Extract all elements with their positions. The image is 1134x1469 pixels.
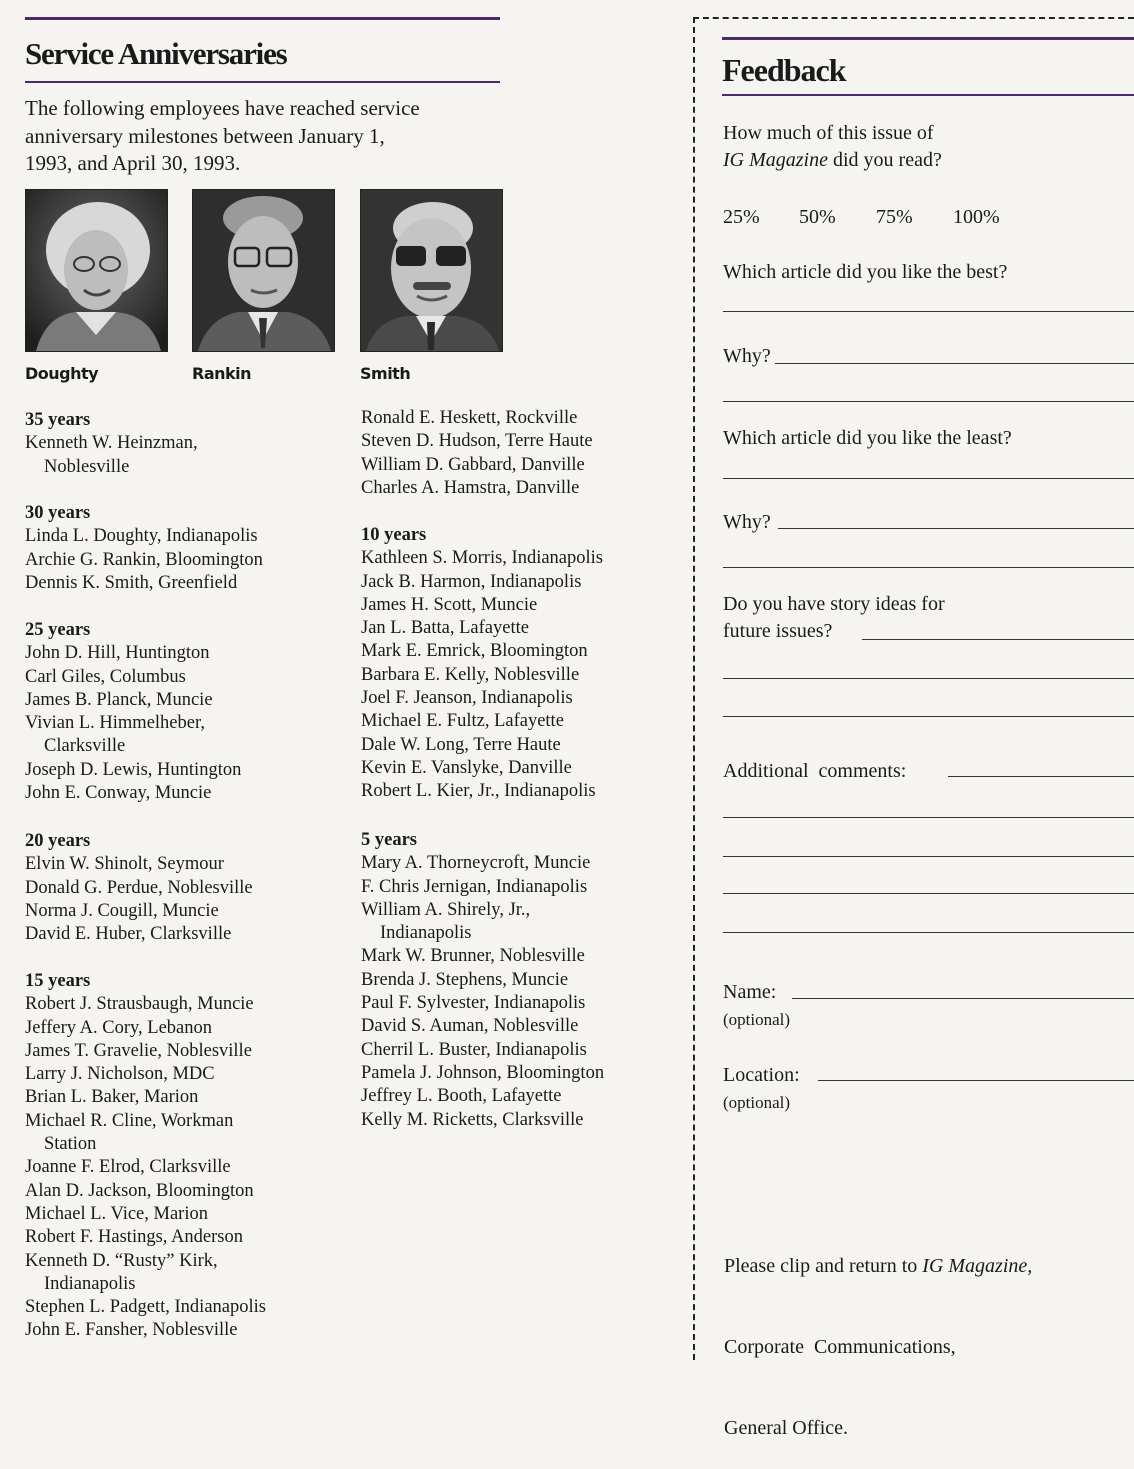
group-heading: 30 years bbox=[25, 503, 91, 523]
question-line-rest: did you read? bbox=[827, 149, 942, 171]
additional-comments-label: Additional comments: bbox=[723, 760, 907, 782]
intro-line: The following employees have reached service bbox=[25, 96, 420, 120]
return-line: General Office. bbox=[724, 1417, 849, 1439]
name-entry: Donald G. Perdue, Noblesville bbox=[25, 877, 253, 898]
name-entry: Kelly M. Ricketts, Clarksville bbox=[361, 1109, 584, 1130]
name-entry-continued: Station bbox=[44, 1134, 97, 1155]
name-entry: Larry J. Nicholson, MDC bbox=[25, 1064, 215, 1085]
name-entry: Stephen L. Padgett, Indianapolis bbox=[25, 1297, 266, 1318]
name-entry: Steven D. Hudson, Terre Haute bbox=[361, 431, 593, 452]
name-entry: Brian L. Baker, Marion bbox=[25, 1087, 199, 1108]
clip-border-left bbox=[693, 17, 695, 1360]
name-input-line[interactable] bbox=[792, 998, 1134, 999]
name-entry: James T. Gravelie, Noblesville bbox=[25, 1040, 252, 1061]
location-input-line[interactable] bbox=[818, 1080, 1134, 1081]
group-20-years bbox=[25, 830, 253, 946]
name-entry: Alan D. Jackson, Bloomington bbox=[25, 1180, 254, 1201]
name-entry: Carl Giles, Columbus bbox=[25, 666, 186, 687]
feedback-top-rule bbox=[722, 37, 1134, 40]
name-entry: F. Chris Jernigan, Indianapolis bbox=[361, 876, 588, 897]
name-entry: Kathleen S. Morris, Indianapolis bbox=[361, 548, 603, 569]
group-heading: 35 years bbox=[25, 410, 91, 430]
name-entry-continued: Indianapolis bbox=[380, 923, 472, 944]
name-entry: Mark W. Brunner, Noblesville bbox=[361, 946, 585, 967]
name-entry: Jack B. Harmon, Indianapolis bbox=[361, 571, 582, 592]
name-entry: Jeffery A. Cory, Lebanon bbox=[25, 1017, 213, 1038]
answer-line-ideas-1[interactable] bbox=[862, 639, 1134, 640]
name-entry-continued: Indianapolis bbox=[44, 1273, 136, 1294]
intro-paragraph bbox=[25, 95, 505, 178]
name-entry: Michael L. Vice, Marion bbox=[25, 1203, 208, 1224]
name-entry: Joanne F. Elrod, Clarksville bbox=[25, 1157, 231, 1178]
name-entry: Robert L. Kier, Jr., Indianapolis bbox=[361, 781, 596, 802]
answer-line-ideas-2[interactable] bbox=[723, 678, 1134, 679]
return-line: Corporate Communications, bbox=[724, 1336, 956, 1358]
name-entry: James B. Planck, Muncie bbox=[25, 689, 213, 710]
option-25-percent[interactable]: 25% bbox=[723, 206, 760, 228]
answer-line-comments-3[interactable] bbox=[723, 856, 1134, 857]
photo-caption-doughty: Doughty bbox=[25, 364, 99, 383]
magazine-name: IG Magazine bbox=[723, 149, 828, 171]
name-entry: Kenneth D. “Rusty” Kirk, bbox=[25, 1250, 218, 1271]
portrait-woman-image bbox=[26, 190, 167, 351]
return-instructions bbox=[724, 1199, 1032, 1469]
question-story-ideas bbox=[723, 591, 945, 645]
name-entry: Linda L. Doughty, Indianapolis bbox=[25, 526, 258, 547]
clip-border-top bbox=[693, 17, 1134, 19]
name-entry: Robert J. Strausbaugh, Muncie bbox=[25, 994, 254, 1015]
name-entry: Brenda J. Stephens, Muncie bbox=[361, 969, 569, 990]
group-5-years bbox=[361, 829, 604, 1132]
question-best-article: Which article did you like the best? bbox=[723, 261, 1008, 283]
photo-caption-smith: Smith bbox=[360, 364, 411, 383]
group-25-years bbox=[25, 619, 241, 805]
group-10-years bbox=[361, 524, 603, 804]
answer-line-least[interactable] bbox=[723, 478, 1134, 479]
name-entry: Dale W. Long, Terre Haute bbox=[361, 734, 561, 755]
intro-line: 1993, and April 30, 1993. bbox=[25, 151, 241, 175]
answer-line-comments-1[interactable] bbox=[948, 776, 1134, 777]
location-optional-hint: (optional) bbox=[723, 1093, 791, 1112]
answer-line-why-1[interactable] bbox=[775, 363, 1134, 364]
answer-line-why-1b[interactable] bbox=[723, 401, 1134, 402]
title-rule bbox=[25, 81, 500, 83]
answer-line-comments-2[interactable] bbox=[723, 817, 1134, 818]
answer-line-comments-5[interactable] bbox=[723, 932, 1134, 933]
feedback-title: Feedback bbox=[722, 52, 846, 88]
name-entry-continued: Clarksville bbox=[44, 736, 126, 757]
answer-line-ideas-3[interactable] bbox=[723, 716, 1134, 717]
question-least-article: Which article did you like the least? bbox=[723, 427, 1012, 449]
name-entry: Kenneth W. Heinzman, bbox=[25, 433, 198, 454]
group-heading: 15 years bbox=[25, 971, 91, 991]
name-entry: Elvin W. Shinolt, Seymour bbox=[25, 854, 224, 875]
photo-rankin bbox=[192, 189, 335, 352]
name-entry: Norma J. Cougill, Muncie bbox=[25, 900, 219, 921]
answer-line-comments-4[interactable] bbox=[723, 893, 1134, 894]
magazine-name: IG Magazine, bbox=[922, 1255, 1033, 1277]
return-line bbox=[724, 1253, 1032, 1280]
name-entry: Michael R. Cline, Workman bbox=[25, 1110, 234, 1131]
name-entry: Mary A. Thorneycroft, Muncie bbox=[361, 853, 591, 874]
name-entry: Mark E. Emrick, Bloomington bbox=[361, 641, 588, 662]
question-how-much bbox=[723, 120, 942, 174]
portrait-man-dark-glasses-image bbox=[361, 190, 502, 351]
name-entry: John E. Conway, Muncie bbox=[25, 783, 212, 804]
group-heading: 20 years bbox=[25, 831, 91, 851]
group-heading: 25 years bbox=[25, 620, 91, 640]
photo-smith bbox=[360, 189, 503, 352]
group-30-years bbox=[25, 502, 263, 595]
section-title: Service Anniversaries bbox=[25, 36, 287, 71]
question-line: Do you have story ideas for bbox=[723, 593, 945, 615]
option-100-percent[interactable]: 100% bbox=[953, 206, 1000, 228]
name-entry: Vivian L. Himmelheber, bbox=[25, 713, 206, 734]
name-entry: Michael E. Fultz, Lafayette bbox=[361, 711, 564, 732]
question-line bbox=[723, 147, 942, 174]
name-entry: Joel F. Jeanson, Indianapolis bbox=[361, 688, 573, 709]
group-15-years-continued bbox=[361, 407, 593, 500]
answer-line-why-2b[interactable] bbox=[723, 567, 1134, 568]
name-entry: Cherril L. Buster, Indianapolis bbox=[361, 1039, 587, 1060]
group-35-years bbox=[25, 409, 198, 479]
name-entry: Paul F. Sylvester, Indianapolis bbox=[361, 993, 586, 1014]
option-75-percent[interactable]: 75% bbox=[876, 206, 913, 228]
name-entry: Barbara E. Kelly, Noblesville bbox=[361, 664, 580, 685]
percent-options bbox=[723, 204, 1000, 231]
name-entry: David S. Auman, Noblesville bbox=[361, 1016, 579, 1037]
name-entry: Kevin E. Vanslyke, Danville bbox=[361, 757, 572, 778]
name-entry: Dennis K. Smith, Greenfield bbox=[25, 572, 238, 593]
why-label-1: Why? bbox=[723, 345, 771, 367]
photo-caption-rankin: Rankin bbox=[192, 364, 252, 383]
name-entry: John D. Hill, Huntington bbox=[25, 643, 210, 664]
name-entry: Pamela J. Johnson, Bloomington bbox=[361, 1062, 605, 1083]
portrait-man-glasses-image bbox=[193, 190, 334, 351]
answer-line-why-2[interactable] bbox=[778, 528, 1134, 529]
name-entry: Jan L. Batta, Lafayette bbox=[361, 618, 529, 639]
name-optional-hint: (optional) bbox=[723, 1010, 791, 1029]
feedback-title-rule bbox=[722, 94, 1134, 96]
group-heading: 10 years bbox=[361, 525, 427, 545]
option-50-percent[interactable]: 50% bbox=[799, 206, 836, 228]
name-entry: John E. Fansher, Noblesville bbox=[25, 1320, 238, 1341]
why-label-2: Why? bbox=[723, 511, 771, 533]
name-entry: James H. Scott, Muncie bbox=[361, 594, 538, 615]
group-15-years bbox=[25, 970, 266, 1343]
photo-doughty bbox=[25, 189, 168, 352]
name-entry: Jeffrey L. Booth, Lafayette bbox=[361, 1086, 562, 1107]
answer-line-best[interactable] bbox=[723, 311, 1134, 312]
question-line: How much of this issue of bbox=[723, 122, 934, 144]
location-label: Location: bbox=[723, 1064, 800, 1086]
intro-line: anniversary milestones between January 1, bbox=[25, 123, 385, 148]
name-entry: Joseph D. Lewis, Huntington bbox=[25, 759, 242, 780]
question-line: future issues? bbox=[723, 620, 833, 642]
return-prefix: Please clip and return to bbox=[724, 1255, 923, 1277]
name-entry: Ronald E. Heskett, Rockville bbox=[361, 408, 578, 428]
name-entry: Robert F. Hastings, Anderson bbox=[25, 1227, 243, 1248]
name-entry: William A. Shirely, Jr., bbox=[361, 899, 531, 920]
group-heading: 5 years bbox=[361, 830, 417, 850]
name-entry: David E. Huber, Clarksville bbox=[25, 924, 232, 945]
name-entry: William D. Gabbard, Danville bbox=[361, 454, 585, 475]
name-entry-continued: Noblesville bbox=[44, 456, 130, 477]
name-label: Name: bbox=[723, 981, 777, 1003]
name-entry: Archie G. Rankin, Bloomington bbox=[25, 549, 263, 570]
name-entry: Charles A. Hamstra, Danville bbox=[361, 477, 580, 498]
top-rule bbox=[25, 17, 500, 20]
